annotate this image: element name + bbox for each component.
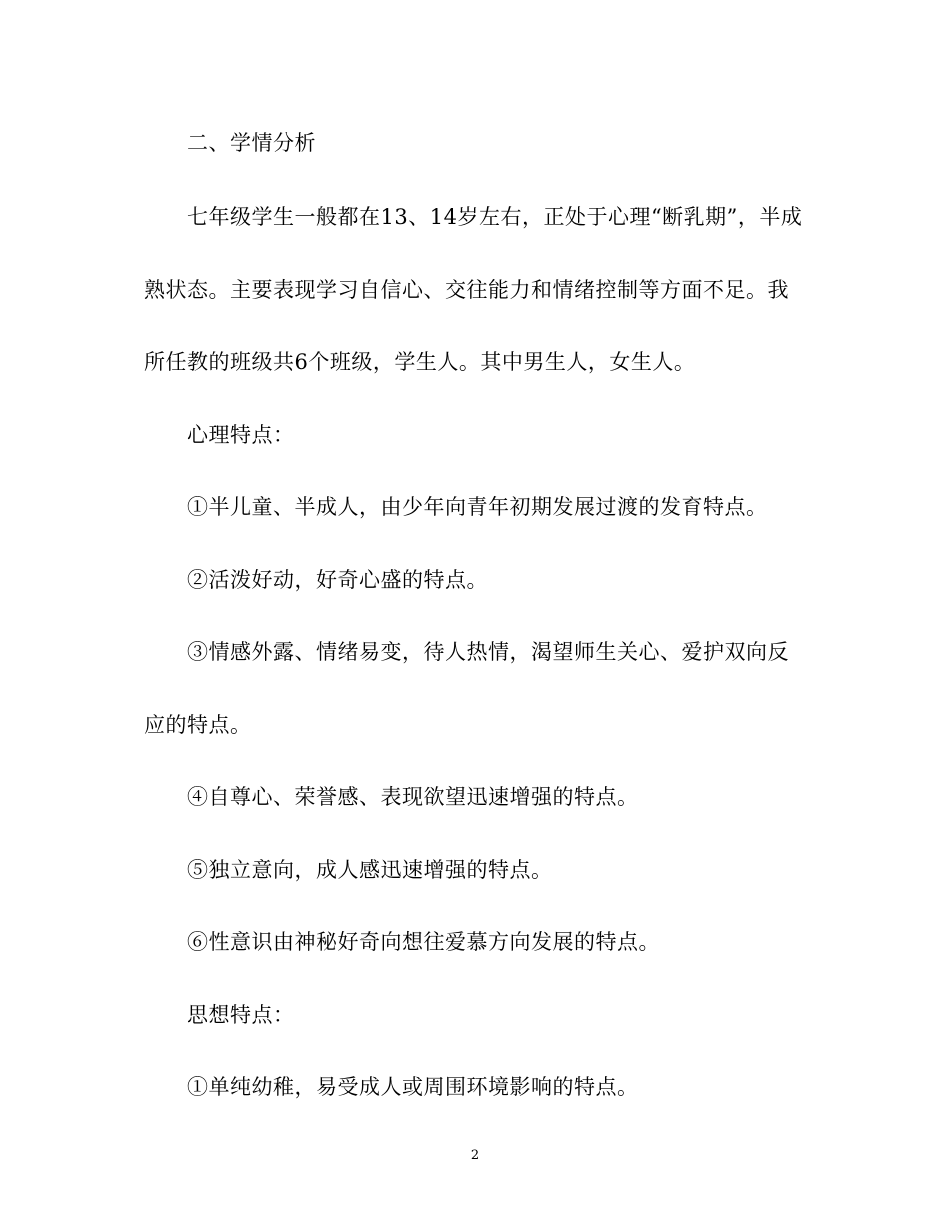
page-number: 2: [470, 1148, 480, 1163]
subheading-psychological-traits: 心理特点：: [187, 423, 295, 447]
list-item: ⑤独立意向，成人感迅速增强的特点。: [187, 858, 553, 882]
list-item: ①半儿童、半成人，由少年向青年初期发展过渡的发育特点。: [187, 495, 768, 519]
list-item: ②活泼好动，好奇心盛的特点。: [187, 568, 488, 592]
list-item: ③情感外露、情绪易变，待人热情，渴望师生关心、爱护双向反: [187, 640, 789, 664]
paragraph-line: 所任教的班级共6个班级，学生人。其中男生人，女生人。: [144, 350, 696, 374]
list-item: ⑥性意识由神秘好奇向想往爱慕方向发展的特点。: [187, 930, 660, 954]
subheading-thinking-traits: 思想特点：: [187, 1003, 295, 1027]
paragraph-line: 熟状态。主要表现学习自信心、交往能力和情绪控制等方面不足。我: [144, 278, 789, 302]
list-item-continuation: 应的特点。: [144, 713, 252, 737]
list-item: ④自尊心、荣誉感、表现欲望迅速增强的特点。: [187, 785, 639, 809]
list-item: ①单纯幼稚，易受成人或周围环境影响的特点。: [187, 1075, 639, 1099]
paragraph-line: 七年级学生一般都在13、14岁左右，正处于心理“断乳期”，半成: [187, 205, 803, 229]
section-heading: 二、学情分析: [187, 131, 316, 155]
